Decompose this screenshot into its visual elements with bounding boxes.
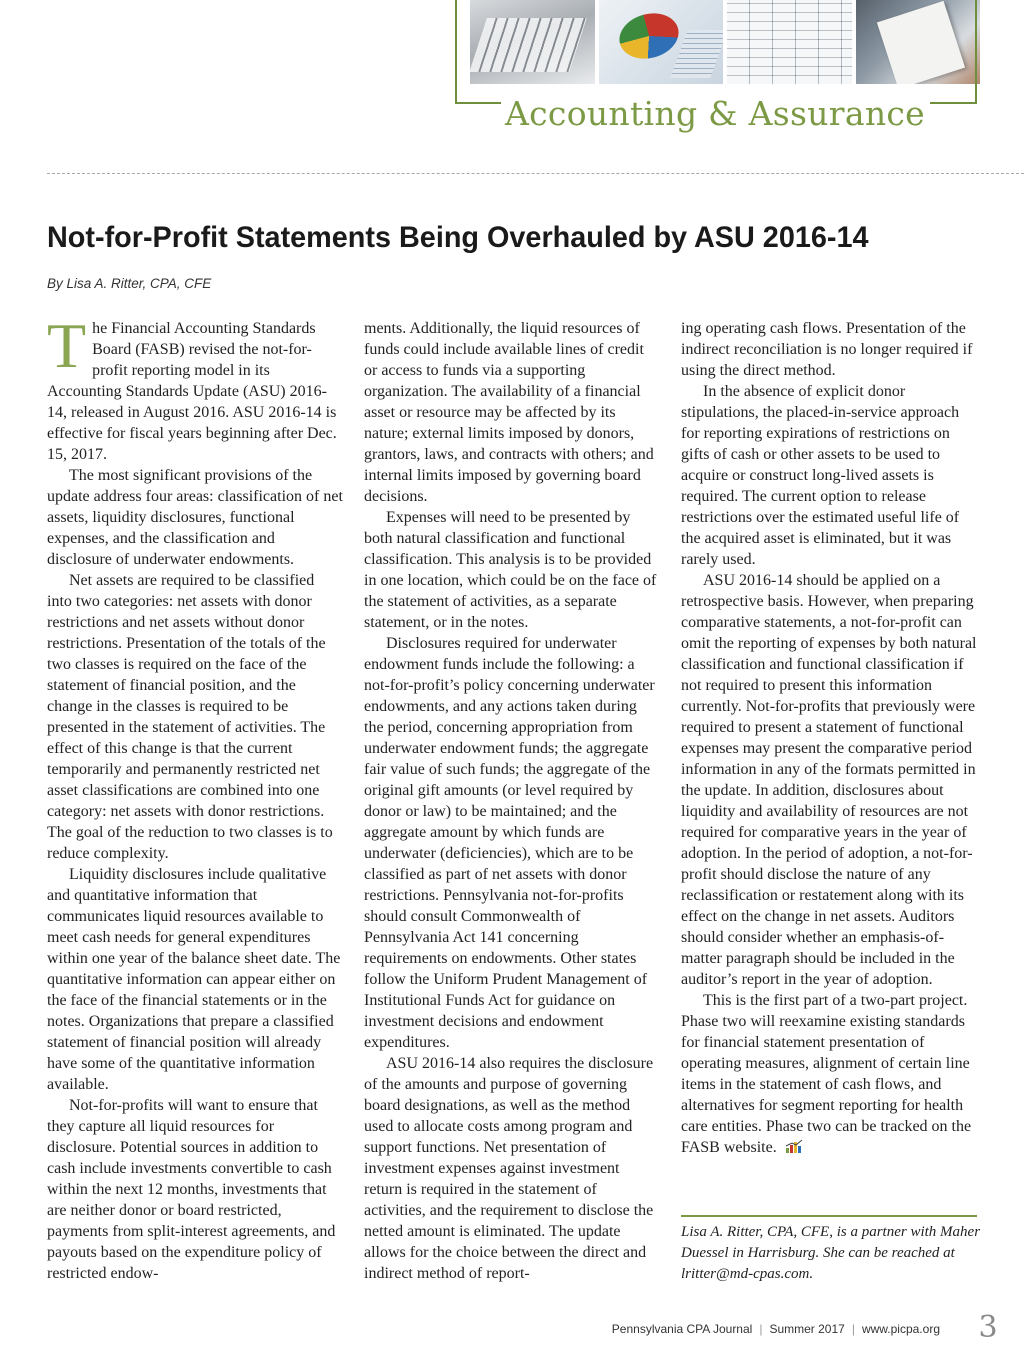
paragraph: Not-for-profits will want to ensure that they capture all liquid resources for disclosure. Potential sources in addition to cash include investments convertible to cash within the next 12 months, investments that are neither donor or board restricted, payments from split-interest agreements, and payouts based on the expenditure policy of restricted endow- — [47, 1097, 336, 1282]
journal-name: Pennsylvania CPA Journal — [611, 1322, 753, 1336]
paragraph: ments. Additionally, the liquid resources of funds could include available lines of credit or access to funds via a supporting organization. The availability of a financial asset or resource may be affected by its nature; external limits imposed by donors, grantors, laws, and contracts with others; and internal limits imposed by governing board decisions. — [364, 320, 654, 505]
bio-rule — [681, 1215, 977, 1217]
issue-date: Summer 2017 — [769, 1322, 845, 1336]
article-column-3 — [681, 318, 977, 1158]
page-footer: Pennsylvania CPA Journal | Summer 2017 | www.picpa.org — [611, 1322, 940, 1336]
header-divider — [47, 173, 1024, 174]
paragraph: Disclosures required for underwater endowment funds include the following: a not-for-profit’s policy concerning underwater endowments, and any actions taken during the period, concerning appropriation from underwater endowment funds; the aggregate fair value of such funds; the aggregate of the original gift amounts (or level required by donor or law) to be maintained; and the aggregate amount by which funds are underwater (deficiencies), which are to be classified as part of net assets with donor restrictions. Pennsylvania not-for-profits should consult Commonwealth of Pennsylvania Act 141 concerning requirements on endowments. Other states follow the Uniform Prudent Management of Institutional Funds Act for guidance on investment decisions and endowment expenditures. — [364, 635, 655, 1051]
paragraph: This is the first part of a two-part project. Phase two will reexamine existing standards for financial statement presentation of operating measures, alignment of certain line items in the statement of cash flows, and alternatives for segment reporting for health care entities. Phase two can be tracked on the FASB website. — [681, 992, 972, 1156]
end-of-article-chart-icon — [785, 1140, 803, 1154]
author-bio: Lisa A. Ritter, CPA, CFE, is a partner with Maher Duessel in Harrisburg. She can be reached at lritter@md-cpas.com. — [681, 1224, 981, 1282]
page-number: 3 — [978, 1310, 998, 1345]
header-frame-left — [455, 0, 457, 104]
article-byline: By Lisa A. Ritter, CPA, CFE — [47, 276, 212, 291]
article-column-2 — [364, 318, 660, 1284]
article-column-1 — [47, 310, 343, 1284]
pie-chart-report-photo — [599, 0, 724, 84]
paragraph: The Financial Accounting Standards Board (FASB) revised the not-for-profit reporting model in its Accounting Standards Update (ASU) 2016-14, released in August 2016. ASU 2016-14 is effective for fiscal years beginning after Dec. 15, 2017. — [47, 310, 337, 463]
paragraph: ASU 2016-14 should be applied on a retrospective basis. However, when preparing comparative statements, a not-for-profit can omit the reporting of expenses by both natural classification and functional classification if not required to present this information currently. Not-for-profits that previously were required to present a statement of functional expenses may present the comparative period information in any of the formats permitted in the update. In addition, disclosures about liquidity and availability of resources are not required for comparative years in the year of adoption. In the period of adoption, a not-for-profit should disclose the nature of any reclassification or restatement along with its effect on the change in net assets. Auditors should consider whether an emphasis-of-matter paragraph should be included in the auditor’s report in the year of adoption. — [681, 572, 977, 988]
paragraph: Net assets are required to be classified into two categories: net assets with donor restrictions and net assets without donor restrictions. Presentation of the totals of the two classes is required on the face of the statement of financial position, and the change in the classes is required to be presented in the statement of activities. The effect of this change is that the current temporarily and permanently restricted net asset classifications are combined into one category: net assets with donor restrictions. The goal of the reduction to two classes is to reduce complexity. — [47, 572, 333, 862]
paragraph: The most significant provisions of the update address four areas: classification of net assets, liquidity disclosures, functional expenses, and the classification and disclosure of underwater endowments. — [47, 467, 343, 568]
paragraph: Expenses will need to be presented by both natural classification and functional classification. This analysis is to be provided in one location, which could be on the face of the statement of activities, as a separate statement, or in the notes. — [364, 509, 657, 631]
paragraph: ing operating cash flows. Presentation of the indirect reconciliation is no longer required if using the direct method. — [681, 320, 973, 379]
laptop-keyboard-photo — [470, 0, 595, 84]
paragraph: In the absence of explicit donor stipulations, the placed-in-service approach for reporting expirations of restrictions on gifts of cash or other assets to be used to acquire or construct long-lived assets is required. The current option to release restrictions over the estimated useful life of the acquired asset is eliminated, but it was rarely used. — [681, 383, 960, 568]
header-frame-right — [975, 0, 977, 104]
website-link[interactable]: www.picpa.org — [861, 1322, 940, 1336]
spreadsheet-photo — [727, 0, 852, 84]
header-photo-strip — [470, 0, 980, 88]
header-frame-left-foot — [455, 102, 501, 104]
paragraph: ASU 2016-14 also requires the disclosure of the amounts and purpose of governing board designations, as well as the method used to allocate costs among program and support functions. Net presentation of investment expenses against investment return is required in the statement of activities, and the requirement to disclose the netted amount is eliminated. The update allows for the choice between the direct and indirect method of report- — [364, 1055, 654, 1282]
paragraph: Liquidity disclosures include qualitative and quantitative information that communicates liquid resources available to meet cash needs for general expenditures within one year of the balance sheet date. The quantitative information can appear either on the face of the financial statements or in the notes. Organizations that prepare a classified statement of financial position will already have some of the quantitative information available. — [47, 866, 341, 1093]
header-frame-right-foot — [930, 102, 977, 104]
dropcap: T — [47, 310, 87, 381]
hands-with-document-photo — [856, 0, 981, 84]
section-title: Accounting & Assurance — [505, 94, 925, 133]
article-title: Not-for-Profit Statements Being Overhauled by ASU 2016-14 — [47, 221, 869, 254]
